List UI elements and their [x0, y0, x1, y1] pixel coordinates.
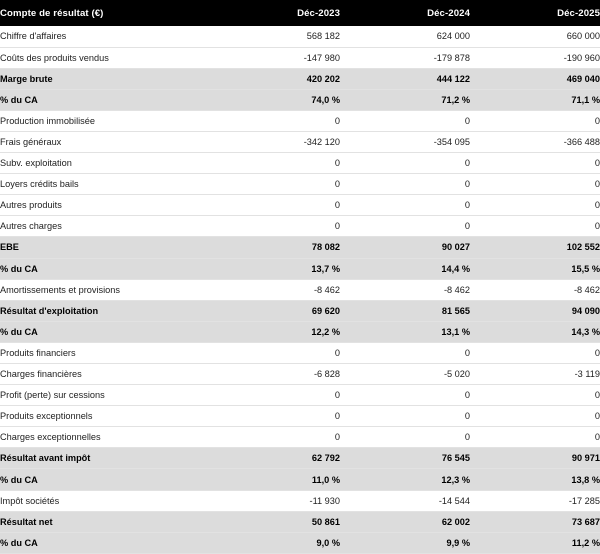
table-row	[0, 364, 600, 385]
row-value: 78 082	[210, 237, 340, 258]
table-row	[0, 47, 600, 68]
row-value: 0	[470, 110, 600, 131]
row-value: 0	[210, 427, 340, 448]
row-value: -190 960	[470, 47, 600, 68]
row-label: Profit (perte) sur cessions	[0, 385, 210, 406]
row-label: Autres produits	[0, 195, 210, 216]
row-value: 0	[210, 110, 340, 131]
row-value: -17 285	[470, 490, 600, 511]
table-row	[0, 237, 600, 258]
row-value: 0	[210, 406, 340, 427]
row-value: 0	[470, 174, 600, 195]
row-value: 0	[210, 153, 340, 174]
table-row	[0, 490, 600, 511]
row-value: 11,0 %	[210, 469, 340, 490]
row-value: 13,7 %	[210, 258, 340, 279]
row-label: % du CA	[0, 258, 210, 279]
table-row	[0, 448, 600, 469]
row-value: 15,5 %	[470, 258, 600, 279]
row-value: -14 544	[340, 490, 470, 511]
row-value: 660 000	[470, 26, 600, 47]
table-row	[0, 321, 600, 342]
row-value: -179 878	[340, 47, 470, 68]
row-label: Chiffre d'affaires	[0, 26, 210, 47]
table-row	[0, 427, 600, 448]
row-value: 81 565	[340, 300, 470, 321]
row-value: 50 861	[210, 511, 340, 532]
row-label: Frais généraux	[0, 131, 210, 152]
column-header-0: Déc-2023	[210, 0, 340, 26]
row-value: 0	[340, 342, 470, 363]
table-row	[0, 532, 600, 553]
row-value: 0	[210, 342, 340, 363]
row-value: 0	[470, 427, 600, 448]
row-value: 11,2 %	[470, 532, 600, 553]
row-value: 12,3 %	[340, 469, 470, 490]
row-label: EBE	[0, 237, 210, 258]
row-label: Résultat d'exploitation	[0, 300, 210, 321]
row-value: 0	[340, 195, 470, 216]
row-value: 0	[470, 216, 600, 237]
row-value: -3 119	[470, 364, 600, 385]
row-value: 0	[340, 406, 470, 427]
row-value: 0	[210, 174, 340, 195]
table-row	[0, 174, 600, 195]
row-value: 0	[340, 153, 470, 174]
row-label: Loyers crédits bails	[0, 174, 210, 195]
row-value: -147 980	[210, 47, 340, 68]
row-value: 71,2 %	[340, 89, 470, 110]
table-row	[0, 195, 600, 216]
row-value: 76 545	[340, 448, 470, 469]
row-value: 13,8 %	[470, 469, 600, 490]
row-value: 94 090	[470, 300, 600, 321]
row-value: 0	[340, 110, 470, 131]
row-label: Résultat avant impôt	[0, 448, 210, 469]
row-label: % du CA	[0, 321, 210, 342]
row-label: Autres charges	[0, 216, 210, 237]
row-value: 624 000	[340, 26, 470, 47]
table-body	[0, 26, 600, 553]
row-value: 71,1 %	[470, 89, 600, 110]
table-row	[0, 385, 600, 406]
row-value: 14,3 %	[470, 321, 600, 342]
row-value: 0	[470, 406, 600, 427]
row-value: 90 971	[470, 448, 600, 469]
row-label: Subv. exploitation	[0, 153, 210, 174]
row-label: Production immobilisée	[0, 110, 210, 131]
row-label: % du CA	[0, 469, 210, 490]
row-value: -6 828	[210, 364, 340, 385]
table-row	[0, 258, 600, 279]
row-label: Résultat net	[0, 511, 210, 532]
table-row	[0, 110, 600, 131]
row-value: 0	[470, 153, 600, 174]
row-value: -5 020	[340, 364, 470, 385]
row-value: 0	[340, 427, 470, 448]
table-header	[0, 0, 600, 26]
row-value: 69 620	[210, 300, 340, 321]
column-header-1: Déc-2024	[340, 0, 470, 26]
table-row	[0, 342, 600, 363]
row-value: -8 462	[210, 279, 340, 300]
table-row	[0, 131, 600, 152]
row-label: Amortissements et provisions	[0, 279, 210, 300]
row-value: 0	[210, 385, 340, 406]
row-value: 444 122	[340, 68, 470, 89]
row-value: 14,4 %	[340, 258, 470, 279]
row-value: 62 792	[210, 448, 340, 469]
table-title: Compte de résultat (€)	[0, 0, 210, 26]
row-value: -8 462	[470, 279, 600, 300]
row-label: Produits financiers	[0, 342, 210, 363]
table-row	[0, 300, 600, 321]
table-row	[0, 26, 600, 47]
column-header-2: Déc-2025	[470, 0, 600, 26]
row-value: 9,9 %	[340, 532, 470, 553]
row-value: 0	[210, 195, 340, 216]
row-label: Produits exceptionnels	[0, 406, 210, 427]
row-value: 420 202	[210, 68, 340, 89]
row-value: 0	[470, 195, 600, 216]
table-row	[0, 153, 600, 174]
row-value: 0	[340, 216, 470, 237]
row-value: 0	[340, 174, 470, 195]
row-value: 12,2 %	[210, 321, 340, 342]
row-label: Marge brute	[0, 68, 210, 89]
row-value: 0	[210, 216, 340, 237]
row-label: Coûts des produits vendus	[0, 47, 210, 68]
row-value: -366 488	[470, 131, 600, 152]
table-row	[0, 406, 600, 427]
table-row	[0, 279, 600, 300]
row-label: % du CA	[0, 89, 210, 110]
row-value: 0	[340, 385, 470, 406]
table-row	[0, 469, 600, 490]
row-value: 90 027	[340, 237, 470, 258]
row-value: 568 182	[210, 26, 340, 47]
table-row	[0, 511, 600, 532]
row-label: Impôt sociétés	[0, 490, 210, 511]
row-label: Charges financières	[0, 364, 210, 385]
row-value: 469 040	[470, 68, 600, 89]
row-value: 73 687	[470, 511, 600, 532]
row-label: % du CA	[0, 532, 210, 553]
row-value: 74,0 %	[210, 89, 340, 110]
row-value: -8 462	[340, 279, 470, 300]
table-row	[0, 216, 600, 237]
row-value: 102 552	[470, 237, 600, 258]
row-value: 9,0 %	[210, 532, 340, 553]
row-value: 62 002	[340, 511, 470, 532]
row-value: -11 930	[210, 490, 340, 511]
row-value: 0	[470, 342, 600, 363]
row-value: 13,1 %	[340, 321, 470, 342]
row-value: -342 120	[210, 131, 340, 152]
table-row	[0, 89, 600, 110]
table-row	[0, 68, 600, 89]
row-value: -354 095	[340, 131, 470, 152]
row-label: Charges exceptionnelles	[0, 427, 210, 448]
header-row	[0, 0, 600, 26]
row-value: 0	[470, 385, 600, 406]
